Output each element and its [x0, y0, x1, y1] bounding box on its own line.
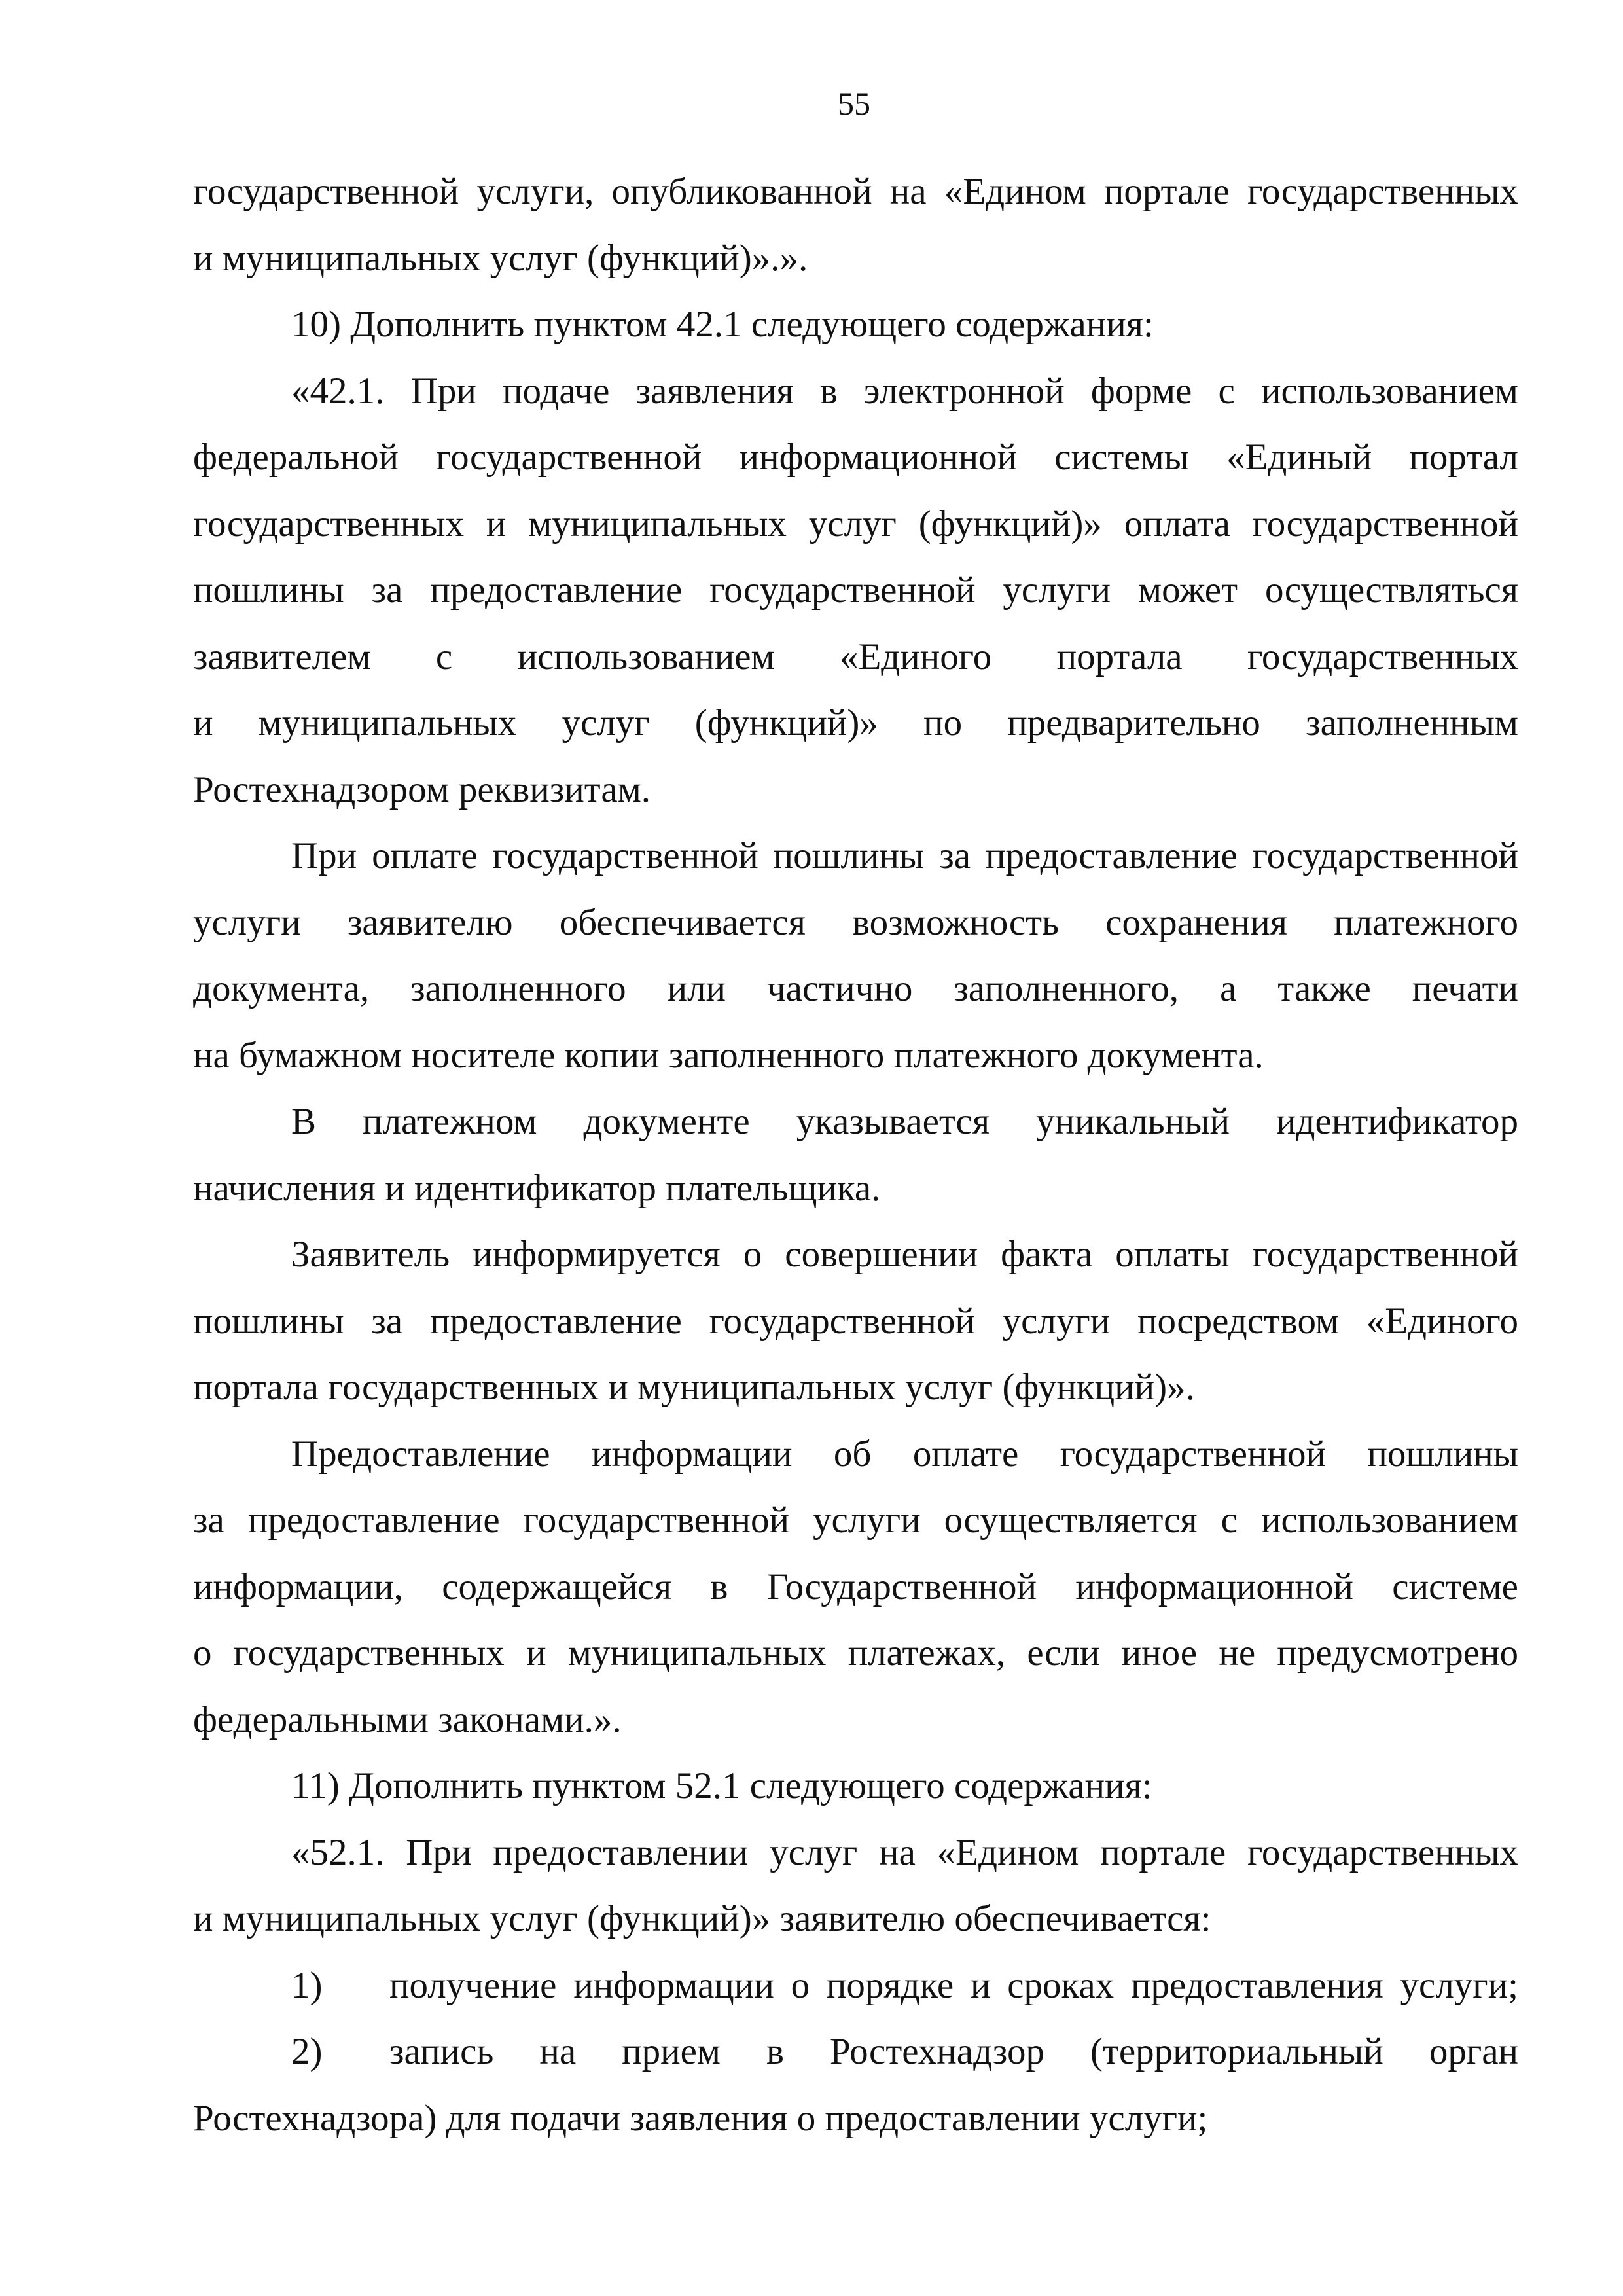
paragraph-notification [193, 1221, 1518, 1421]
text-line: документа, заполненного или частично заполненного, а также печати [193, 968, 1518, 1009]
text-line: заявителем с использованием «Единого портала государственных [193, 636, 1518, 677]
text-line: В платежном документе указывается уникальный идентификатор [291, 1101, 1518, 1142]
text-line: 10) Дополнить пунктом 42.1 следующего содержания: [291, 304, 1154, 345]
text-line: о государственных и муниципальных платежах, если иное не предусмотрено [193, 1632, 1518, 1674]
text-line: и муниципальных услуг (функций)» по предварительно заполненным [193, 702, 1518, 744]
text-line: начисления и идентификатор плательщика. [193, 1167, 881, 1209]
list-item [193, 1952, 1518, 2019]
text-line: пошлины за предоставление государственной услуги может осуществляться [193, 569, 1518, 611]
paragraph-52-1 [193, 1820, 1518, 1952]
page-number: 55 [838, 85, 870, 122]
list-number: 1) [291, 1964, 323, 2006]
text-line: При оплате государственной пошлины за предоставление государственной [291, 835, 1518, 876]
text-line: федеральной государственной информационной системы «Единый портал [193, 437, 1518, 478]
list-item-continuation [193, 2085, 1518, 2152]
list-item [193, 2018, 1518, 2085]
text-line: Заявитель информируется о совершении факта оплаты государственной [291, 1234, 1518, 1275]
text-line: Ростехнадзором реквизитам. [193, 768, 651, 810]
document-body [193, 158, 1518, 2151]
text-line: Предоставление информации об оплате государственной пошлины [291, 1433, 1518, 1475]
list-number: 2) [291, 2031, 323, 2072]
text-line: «42.1. При подаче заявления в электронной форме с использованием [291, 370, 1518, 412]
paragraph-item-10 [193, 291, 1518, 358]
text-line: портала государственных и муниципальных услуг (функций)». [193, 1367, 1195, 1408]
paragraph-payment-document [193, 823, 1518, 1088]
text-line: государственных и муниципальных услуг (функций)» оплата государственной [193, 503, 1518, 545]
text-line: на бумажном носителе копии заполненного платежного документа. [193, 1034, 1264, 1076]
paragraph-identifier [193, 1088, 1518, 1221]
text-line: за предоставление государственной услуги осуществляется с использованием [193, 1499, 1518, 1541]
paragraph-42-1 [193, 358, 1518, 823]
text-line: услуги заявителю обеспечивается возможность сохранения платежного [193, 901, 1518, 943]
text-line: Ростехнадзора) для подачи заявления о предоставлении услуги; [193, 2097, 1208, 2139]
paragraph-item-11 [193, 1753, 1518, 1820]
list-text: получение информации о порядке и сроках предоставления услуги; [389, 1964, 1518, 2006]
paragraph-continuation [193, 158, 1518, 291]
text-line: информации, содержащейся в Государственной информационной системе [193, 1566, 1518, 1607]
list-text: запись на прием в Ростехнадзор (территориальный орган [389, 2031, 1518, 2072]
text-line: федеральными законами.». [193, 1698, 622, 1740]
text-line: и муниципальных услуг (функций)».». [193, 237, 808, 279]
text-line: пошлины за предоставление государственной услуги посредством «Единого [193, 1300, 1518, 1342]
text-line: и муниципальных услуг (функций)» заявителю обеспечивается: [193, 1898, 1211, 1939]
paragraph-payment-info [193, 1421, 1518, 1753]
text-line: государственной услуги, опубликованной на «Едином портале государственных [193, 171, 1518, 212]
text-line: «52.1. При предоставлении услуг на «Едином портале государственных [291, 1831, 1518, 1873]
text-line: 11) Дополнить пунктом 52.1 следующего содержания: [291, 1765, 1152, 1806]
